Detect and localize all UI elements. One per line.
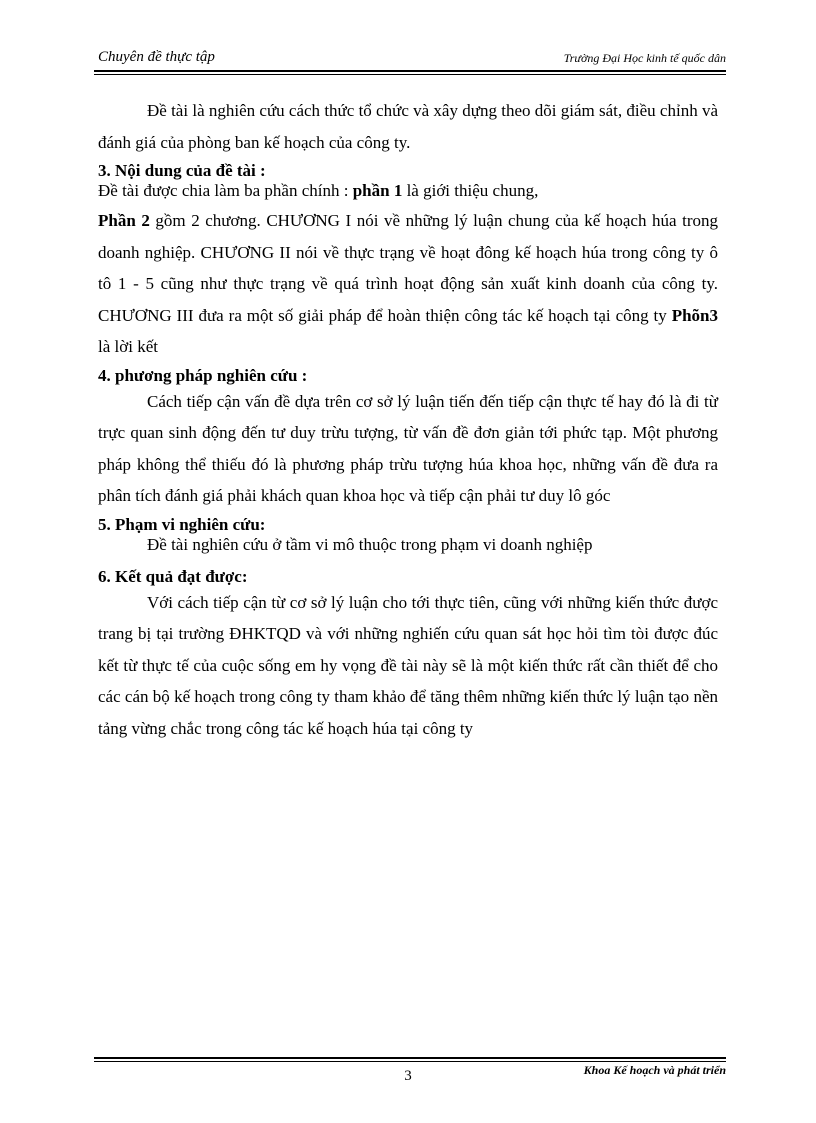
section-3-heading: 3. Nội dung của đề tài : xyxy=(98,161,266,180)
footer-rule-thin xyxy=(94,1061,726,1062)
part-2-label: Phần 2 xyxy=(98,211,150,230)
header-rule xyxy=(94,70,726,72)
page-content xyxy=(98,95,718,744)
header-left-title: Chuyên đề thực tập xyxy=(98,49,215,65)
footer-rule xyxy=(94,1057,726,1059)
section-4-heading: 4. phương pháp nghiên cứu : xyxy=(98,365,308,385)
part-3-label: Phõn3 xyxy=(671,305,718,325)
header-right-title: Trường Đại Học kinh tế quốc dân xyxy=(563,51,726,65)
header-rule-thin xyxy=(94,74,726,75)
intro-paragraph: Đề tài là nghiên cứu cách thức tổ chức và xây dựng theo dõi giám sát, điều chỉnh và đánh giá của phòng ban kế hoạch của công ty. xyxy=(98,101,718,152)
section-6-paragraph: Với cách tiếp cận từ cơ sở lý luận cho tới thực tiên, cũng với những kiến thức được trang bị tại trường ĐHKTQD và với những nghiến cứu quan sát học hỏi tìm tòi được đúc kết từ thực tế của cuộc sống em hy vọng đề tài này sẽ là một kiến thức rất cần thiết để cho các cán bộ kế hoạch trong công ty tham khảo để tăng thêm những kiến thức lý luận tạo nền tảng vừng chắc trong công tác kế hoạch húa tại công ty xyxy=(98,592,718,738)
page-number: 3 xyxy=(404,1068,412,1084)
section-5-text: Đề tài nghiên cứu ở tầm vi mô thuộc trong phạm vi doanh nghiệp xyxy=(147,534,593,554)
section-3-paragraph-body: gồm 2 chương. CHƯƠNG I nói về những lý luận chung của kế hoạch húa trong doanh nghiệp. CHƯƠNG II nói về thực trạng về hoạt đông kế hoạch húa trong công ty ô tô 1 - 5 cũng như thực trạng về quá trình hoạt động sản xuất kinh doanh của công ty. CHƯƠNG III đưa ra một số giải pháp để hoàn thiện công tác kế hoạch tại công ty xyxy=(98,211,718,325)
section-3-line-1-post: là giới thiệu chung, xyxy=(402,181,539,200)
section-3-line-1-pre: Đề tài được chia làm ba phần chính : xyxy=(98,181,353,200)
section-3-line-1 xyxy=(98,181,718,201)
part-1-label: phần 1 xyxy=(352,181,403,200)
section-6-heading: 6. Kết quả đạt được: xyxy=(98,566,248,586)
section-3-paragraph-end: là lời kết xyxy=(98,337,158,356)
section-5-heading: 5. Phạm vi nghiên cứu: xyxy=(98,514,266,534)
footer-faculty: Khoa Kế hoạch và phát triển xyxy=(583,1063,726,1077)
section-3-paragraph xyxy=(98,205,718,363)
section-4-paragraph: Cách tiếp cận vấn đề dựa trên cơ sở lý luận tiến đến tiếp cận thực tế hay đó là đi từ trực quan sinh động đến tư duy trừu tượng, từ vấn đề đơn giản tới phức tạp. Một phương pháp không thể thiếu đó là phương pháp trừu tượng húa khoa học, những vấn đề đưa ra phân tích đánh giá phải khách quan khoa học và tiếp cận phải tư duy lô góc xyxy=(98,391,718,505)
